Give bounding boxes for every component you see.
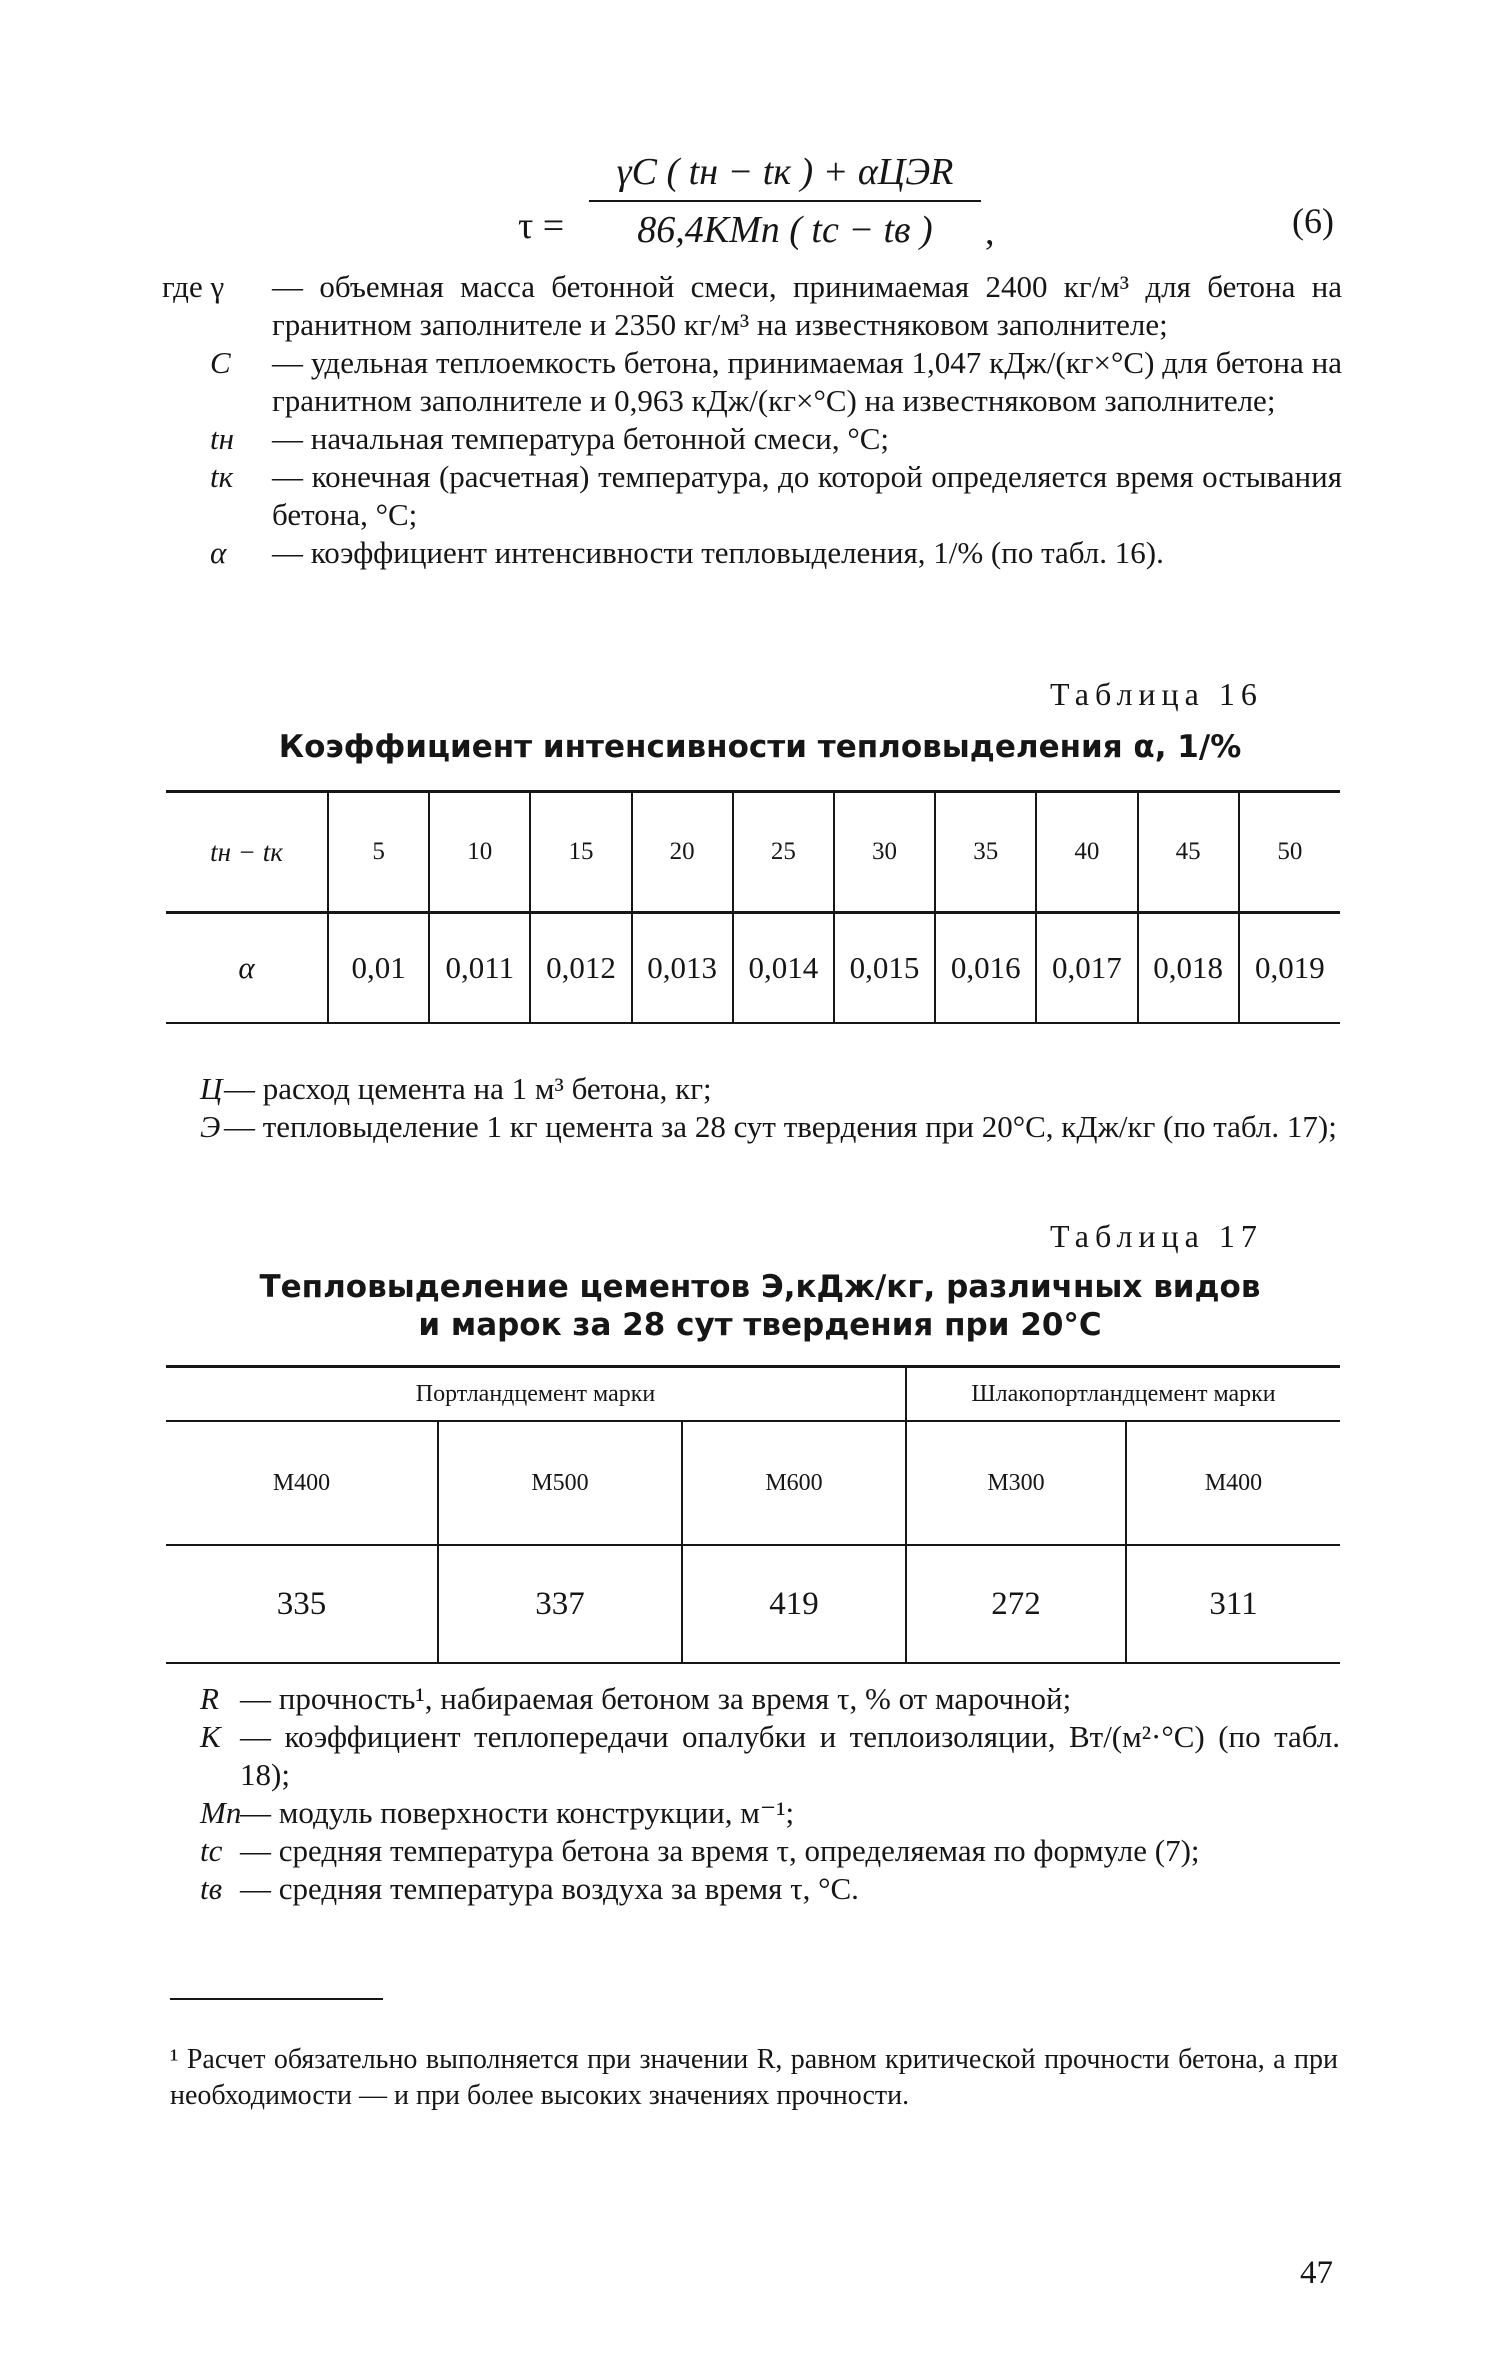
definitions-mid (200, 1070, 1340, 1146)
table-cell: 272 (906, 1545, 1126, 1663)
definition-symbol: tв (200, 1871, 223, 1906)
definition-e (200, 1108, 1340, 1146)
table-header-cell: 25 (733, 792, 834, 913)
definition-text: — конечная (расчетная) температура, до которой определяется время остывания бетона, °C; (272, 459, 1342, 532)
table-header-cell: М500 (438, 1421, 682, 1545)
definition-r (200, 1680, 1340, 1718)
table-row (166, 1367, 1340, 1422)
table-header-cell: 50 (1239, 792, 1340, 913)
table-16-title: Коэффициент интенсивности тепловыделения α, 1/% (278, 729, 1242, 765)
row-label-tn-tk: tн − tк (166, 792, 328, 913)
table-cell: 0,018 (1138, 913, 1239, 1024)
definitions-bottom (200, 1680, 1340, 1908)
definition-text: — модуль поверхности конструкции, м⁻¹; (240, 1795, 795, 1830)
table-header-cell: 30 (834, 792, 935, 913)
table-cell: 335 (166, 1545, 438, 1663)
definition-symbol: Э (200, 1109, 221, 1144)
definition-ts (200, 1070, 1340, 1108)
table-cell: 0,014 (733, 913, 834, 1024)
table-cell: 0,019 (1239, 913, 1340, 1024)
definition-symbol: Mп (200, 1795, 242, 1830)
table-row (166, 1421, 1340, 1545)
definition-text: — объемная масса бетонной смеси, принимаемая 2400 кг/м³ для бетона на гранитном заполнителе и 2350 кг/м³ на известняковом заполнителе; (272, 269, 1342, 342)
table-header-cell: 45 (1138, 792, 1239, 913)
table-cell: 0,017 (1036, 913, 1137, 1024)
table-header-cell: М600 (682, 1421, 906, 1545)
table-header-cell: 5 (328, 792, 429, 913)
row-label-alpha: α (166, 913, 328, 1024)
formula-denominator: 86,4KMп ( tс − tв ) (637, 209, 933, 251)
table-17-title-line2: и марок за 28 сут твердения при 20°C (418, 1307, 1102, 1343)
formula-lhs: τ = (518, 205, 565, 247)
definition-symbol: C (210, 345, 231, 380)
table-17 (166, 1365, 1340, 1664)
definition-c (162, 344, 1342, 420)
definition-tc (200, 1832, 1340, 1870)
definition-k (200, 1718, 1340, 1794)
footnote-rule (170, 1998, 383, 2000)
formula-comma: , (985, 211, 995, 253)
definition-tk (162, 458, 1342, 534)
table-cell: 337 (438, 1545, 682, 1663)
definition-gamma (162, 268, 1342, 344)
definition-symbol: tк (210, 459, 234, 494)
formula-fraction (585, 150, 985, 252)
fraction-bar (589, 200, 981, 202)
definition-symbol: Ц (200, 1071, 223, 1106)
table-row (166, 1545, 1340, 1663)
definition-symbol: tн (210, 421, 234, 456)
definition-text: — прочность¹, набираемая бетоном за время τ, % от марочной; (240, 1681, 1072, 1716)
group-header-slag: Шлакопортландцемент марки (906, 1367, 1340, 1422)
definitions-top (162, 268, 1342, 572)
table-cell: 0,015 (834, 913, 935, 1024)
definition-text: — коэффициент теплопередачи опалубки и теплоизоляции, Вт/(м²·°C) (по табл. 18); (240, 1719, 1340, 1792)
formula-6 (0, 150, 1501, 280)
table-cell: 0,013 (632, 913, 733, 1024)
table-header-cell: 35 (935, 792, 1036, 913)
table-cell: 419 (682, 1545, 906, 1663)
definition-tv (200, 1870, 1340, 1908)
table-header-cell: М300 (906, 1421, 1126, 1545)
group-header-portland: Портландцемент марки (166, 1367, 906, 1422)
table-header-cell: М400 (1126, 1421, 1340, 1545)
definition-alpha (162, 534, 1342, 572)
table-16 (166, 790, 1340, 1024)
formula-numerator: γC ( tн − tк ) + αЦЭR (616, 151, 954, 193)
table-17-title-line1: Тепловыделение цементов Э,кДж/кг, различных видов (259, 1269, 1261, 1305)
definition-text: — коэффициент интенсивности тепловыделения, 1/% (по табл. 16). (272, 535, 1164, 570)
table-header-cell: 15 (530, 792, 631, 913)
table-cell: 0,011 (429, 913, 530, 1024)
definition-symbol: K (200, 1719, 221, 1754)
definition-text: — начальная температура бетонной смеси, °C; (272, 421, 890, 456)
table-16-number: Таблица 16 (1050, 676, 1263, 712)
page-number: 47 (1300, 2255, 1333, 2291)
definition-text: — средняя температура бетона за время τ, определяемая по формуле (7); (240, 1833, 1200, 1868)
table-row (166, 913, 1340, 1024)
footnote: ¹ Расчет обязательно выполняется при значении R, равном критической прочности бетона, а при необходимости — и при более высоких значениях прочности. (170, 2044, 1338, 2111)
table-cell: 311 (1126, 1545, 1340, 1663)
table-cell: 0,01 (328, 913, 429, 1024)
definition-text: — тепловыделение 1 кг цемента за 28 сут твердения при 20°C, кДж/кг (по табл. 17); (224, 1109, 1337, 1144)
table-row (166, 792, 1340, 913)
definition-text: — удельная теплоемкость бетона, принимаемая 1,047 кДж/(кг×°C) для бетона на гранитном заполнителе и 0,963 кДж/(кг×°C) на известняковом заполнителе; (272, 345, 1342, 418)
formula-number: (6) (1292, 201, 1334, 241)
table-17-number: Таблица 17 (1050, 1218, 1263, 1254)
table-header-cell: 20 (632, 792, 733, 913)
definition-symbol: R (200, 1681, 219, 1716)
table-header-cell: 10 (429, 792, 530, 913)
table-header-cell: М400 (166, 1421, 438, 1545)
table-cell: 0,016 (935, 913, 1036, 1024)
definition-symbol: tс (200, 1833, 223, 1868)
definition-symbol: α (210, 535, 227, 570)
definition-text: — расход цемента на 1 м³ бетона, кг; (224, 1071, 712, 1106)
table-cell: 0,012 (530, 913, 631, 1024)
definition-tn (162, 420, 1342, 458)
definition-mp (200, 1794, 1340, 1832)
definition-symbol: где γ (162, 269, 225, 304)
definition-text: — средняя температура воздуха за время τ, °C. (240, 1871, 859, 1906)
table-header-cell: 40 (1036, 792, 1137, 913)
